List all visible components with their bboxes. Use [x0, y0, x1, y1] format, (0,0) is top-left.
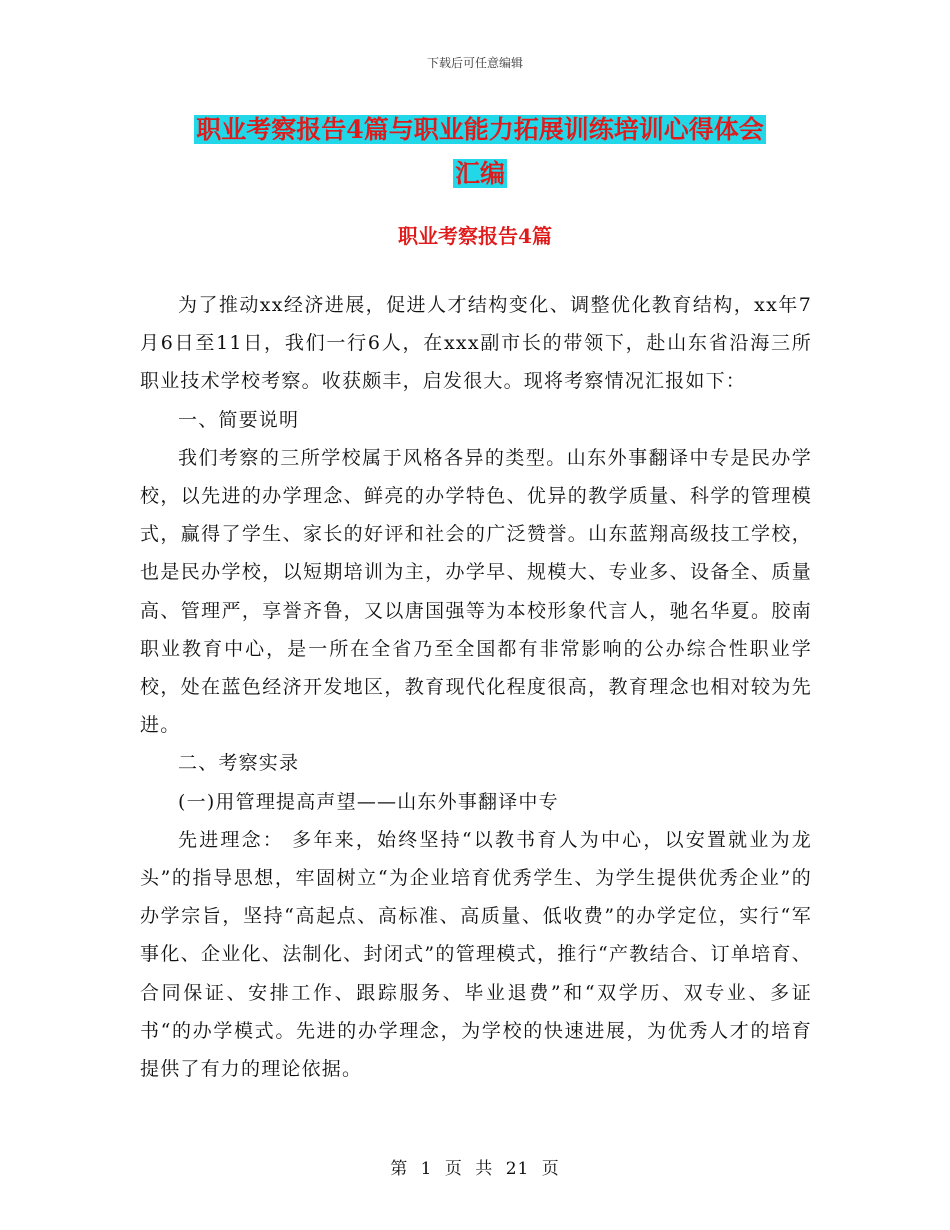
page-number-footer: 第 1 页 共 21 页 — [390, 1159, 560, 1179]
document-title-line-2: 汇编 — [454, 159, 505, 188]
paragraph-schools-overview: 我们考察的三所学校属于风格各异的类型。山东外事翻译中专是民办学校，以先进的办学理念、鲜亮的办学特色、优异的教学质量、科学的管理模式，赢得了学生、家长的好评和社会的广泛赞誉。山东蓝翔高级技工学校，也是民办学校，以短期培训为主，办学早、规模大、专业多、设备全、质量高、管理严，享誉齐鲁，又以唐国强等为本校形象代言人，驰名华夏。胶南职业教育中心，是一所在全省乃至全国都有非常影响的公办综合性职业学校，处在蓝色经济开发地区，教育现代化程度很高，教育理念也相对较为先进。 — [140, 446, 812, 737]
heading-inspection-record: 二、考察实录 — [178, 752, 300, 775]
paragraph-intro: 为了推动xx经济进展，促进人才结构变化、调整优化教育结构，xx年7月6日至11日，我们一行6人，在xxx副市长的带领下，赴山东省沿海三所职业技术学校考察。收获颇丰，启发很大。现将考察情况汇报如下： — [140, 294, 812, 393]
section-title: 职业考察报告4篇 — [398, 224, 552, 248]
document-title-line-1: 职业考察报告4篇与职业能力拓展训练培训心得体会 — [196, 115, 764, 144]
document-title — [140, 108, 820, 196]
document-body — [140, 286, 812, 1088]
subheading-school-one: (一)用管理提高声望——山东外事翻译中专 — [178, 790, 559, 813]
header-note: 下载后可任意编辑 — [426, 56, 523, 70]
heading-brief-explanation: 一、简要说明 — [178, 408, 300, 431]
paragraph-advanced-concept: 先进理念： 多年来，始终坚持“以教书育人为中心，以安置就业为龙头”的指导思想，牢固树立“为企业培育优秀学生、为学生提供优秀企业”的办学宗旨，坚持“高起点、高标准、高质量、低收费”的办学定位，实行“军事化、企业化、法制化、封闭式”的管理模式，推行“产教结合、订单培育、合同保证、安排工作、跟踪服务、毕业退费”和“双学历、双专业、多证书“的办学模式。先进的办学理念，为学校的快速进展，为优秀人才的培育提供了有力的理论依据。 — [140, 828, 812, 1081]
